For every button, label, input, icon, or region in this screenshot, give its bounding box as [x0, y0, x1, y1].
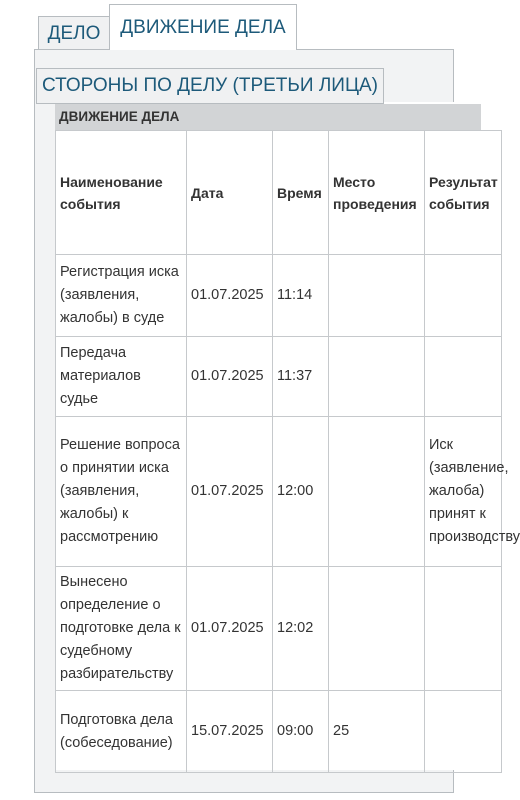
col-header-event: Наименование события: [56, 131, 187, 255]
cell-result: Иск (заявление, жалоба) принят к производству: [425, 417, 502, 567]
cell-time: 11:14: [273, 255, 329, 337]
cell-time: 11:37: [273, 337, 329, 417]
cell-place: [329, 567, 425, 691]
cell-event: Регистрация иска (заявления, жалобы) в суде: [56, 255, 187, 337]
cell-event: Решение вопроса о принятии иска (заявления, жалобы) к рассмотрению: [56, 417, 187, 567]
cell-result: [425, 337, 502, 417]
cell-event: Передача материалов судье: [56, 337, 187, 417]
table-row: [56, 417, 502, 567]
table-header-row: [56, 131, 502, 255]
tab-dvizhenie-dela[interactable]: ДВИЖЕНИЕ ДЕЛА: [109, 4, 297, 50]
table-row: [56, 691, 502, 773]
cell-date: 01.07.2025: [187, 417, 273, 567]
cell-place: [329, 417, 425, 567]
table-row: [56, 567, 502, 691]
cell-date: 15.07.2025: [187, 691, 273, 773]
tab-delo[interactable]: ДЕЛО: [38, 16, 110, 50]
cell-event: Подготовка дела (собеседование): [56, 691, 187, 773]
cell-time: 12:02: [273, 567, 329, 691]
col-header-time: Время: [273, 131, 329, 255]
cell-time: 09:00: [273, 691, 329, 773]
cell-date: 01.07.2025: [187, 337, 273, 417]
cell-result: [425, 691, 502, 773]
col-header-place: Место проведения: [329, 131, 425, 255]
cell-event: Вынесено определение о подготовке дела к судебному разбирательству: [56, 567, 187, 691]
cell-result: [425, 255, 502, 337]
table-row: [56, 337, 502, 417]
cell-date: 01.07.2025: [187, 255, 273, 337]
cell-place: [329, 255, 425, 337]
col-header-result: Результат события: [425, 131, 502, 255]
table-viewport[interactable]: [55, 102, 520, 770]
cell-place: 25: [329, 691, 425, 773]
cell-time: 12:00: [273, 417, 329, 567]
cell-result: [425, 567, 502, 691]
cell-place: [329, 337, 425, 417]
section-title: ДВИЖЕНИЕ ДЕЛА: [55, 104, 481, 130]
tab-storony-po-delu[interactable]: СТОРОНЫ ПО ДЕЛУ (ТРЕТЬИ ЛИЦА): [36, 68, 384, 104]
cell-date: 01.07.2025: [187, 567, 273, 691]
events-table: [55, 130, 520, 773]
table-row: [56, 255, 502, 337]
col-header-date: Дата: [187, 131, 273, 255]
